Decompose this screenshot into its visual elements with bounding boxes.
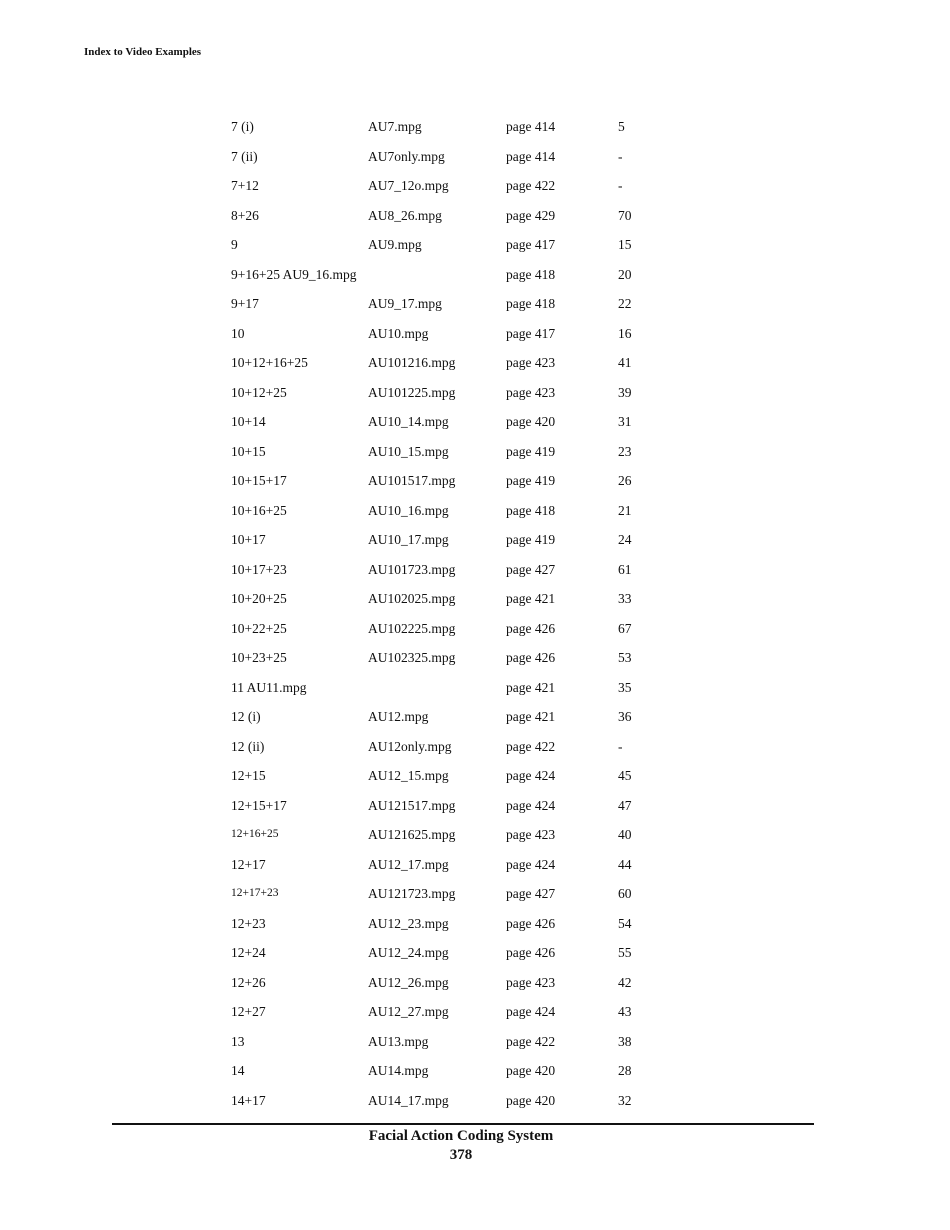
table-row <box>231 614 651 644</box>
example-number-cell: 15 <box>618 237 632 252</box>
example-number-cell: - <box>618 148 623 164</box>
example-number-cell: 67 <box>618 620 632 636</box>
action-unit-cell: 10+17+23 <box>231 561 287 577</box>
example-number-cell: - <box>618 738 623 754</box>
example-number-cell: 20 <box>618 266 632 282</box>
page-ref-cell: page 423 <box>506 974 556 990</box>
file-name-cell: AU12_15.mpg <box>368 768 449 783</box>
file-name-cell: AU102025.mpg <box>368 591 456 606</box>
file-name-cell: AU12.mpg <box>368 709 429 724</box>
page-ref-cell: page 419 <box>506 532 556 547</box>
table-row <box>231 1027 651 1057</box>
table-row <box>231 142 651 172</box>
page-ref-cell: page 418 <box>506 502 556 518</box>
example-number-cell: 43 <box>618 1004 632 1019</box>
table-row <box>231 407 651 437</box>
page-ref-cell: page 418 <box>506 266 556 282</box>
example-number-cell: 28 <box>618 1063 632 1078</box>
action-unit-cell: 10 <box>231 325 245 341</box>
file-name-cell: AU101517.mpg <box>368 473 456 488</box>
action-unit-cell: 12+17 <box>231 856 266 872</box>
page-ref-cell: page 417 <box>506 237 556 252</box>
table-row <box>231 791 651 821</box>
example-number-cell: 70 <box>618 207 632 223</box>
example-number-cell: - <box>618 178 623 193</box>
example-number-cell: 54 <box>618 915 632 931</box>
page-ref-cell: page 420 <box>506 1063 556 1078</box>
action-unit-cell: 7 (i) <box>231 119 254 134</box>
table-row <box>231 260 651 290</box>
file-name-cell: AU101225.mpg <box>368 384 456 400</box>
page-ref-cell: page 419 <box>506 443 556 459</box>
file-name-cell: AU12only.mpg <box>368 738 452 754</box>
example-number-cell: 23 <box>618 443 632 459</box>
action-unit-cell: 7 (ii) <box>231 148 258 164</box>
page-ref-cell: page 421 <box>506 709 556 724</box>
file-name-cell: AU102325.mpg <box>368 650 456 665</box>
action-unit-cell: 10+20+25 <box>231 591 287 606</box>
page-ref-cell: page 427 <box>506 561 556 577</box>
example-number-cell: 33 <box>618 591 632 606</box>
file-name-cell: AU13.mpg <box>368 1033 429 1049</box>
file-name-cell: AU121625.mpg <box>368 827 456 842</box>
file-name-cell: AU14.mpg <box>368 1063 429 1078</box>
page-ref-cell: page 426 <box>506 915 556 931</box>
file-name-cell: AU101216.mpg <box>368 355 456 370</box>
action-unit-cell: 13 <box>231 1033 245 1049</box>
footer-title: Facial Action Coding System <box>368 1128 554 1144</box>
example-number-cell: 21 <box>618 502 632 518</box>
action-unit-cell: 12+23 <box>231 915 266 931</box>
table-row <box>231 378 651 408</box>
file-name-cell: AU10_15.mpg <box>368 443 449 459</box>
page-ref-cell: page 420 <box>506 414 556 429</box>
file-name-cell: AU7only.mpg <box>368 148 445 164</box>
table-row <box>231 1086 651 1116</box>
page-ref-cell: page 421 <box>506 679 556 695</box>
table-row <box>231 732 651 762</box>
action-unit-cell: 12+15 <box>231 768 266 783</box>
table-row <box>231 525 651 555</box>
action-unit-cell: 8+26 <box>231 207 259 223</box>
example-number-cell: 26 <box>618 473 632 488</box>
page-ref-cell: page 414 <box>506 119 556 134</box>
table-row <box>231 230 651 260</box>
action-unit-cell: 10+17 <box>231 532 266 547</box>
example-number-cell: 42 <box>618 974 632 990</box>
file-name-cell: AU12_27.mpg <box>368 1004 449 1019</box>
file-name-cell: AU102225.mpg <box>368 620 456 636</box>
action-unit-cell: 7+12 <box>231 178 259 193</box>
file-name-cell: AU121723.mpg <box>368 886 456 901</box>
page-number: 378 <box>449 1147 473 1163</box>
file-name-cell: AU14_17.mpg <box>368 1092 449 1108</box>
running-header: Index to Video Examples <box>84 46 202 58</box>
page-ref-cell: page 419 <box>506 473 556 488</box>
example-number-cell: 61 <box>618 561 632 577</box>
table-row <box>231 584 651 614</box>
page-ref-cell: page 422 <box>506 178 556 193</box>
table-row <box>231 997 651 1027</box>
table-row <box>231 673 651 703</box>
example-number-cell: 47 <box>618 797 632 813</box>
page-ref-cell: page 420 <box>506 1092 556 1108</box>
action-unit-cell: 10+14 <box>231 414 266 429</box>
table-row <box>231 201 651 231</box>
action-unit-cell: 10+23+25 <box>231 650 287 665</box>
file-name-cell: AU10_17.mpg <box>368 532 449 547</box>
file-name-cell: AU8_26.mpg <box>368 207 442 223</box>
table-row <box>231 938 651 968</box>
page-ref-cell: page 421 <box>506 591 556 606</box>
table-row <box>231 289 651 319</box>
example-number-cell: 41 <box>618 355 632 370</box>
page-ref-cell: page 422 <box>506 738 556 754</box>
page-ref-cell: page 424 <box>506 1004 556 1019</box>
table-row <box>231 850 651 880</box>
action-unit-cell: 10+12+25 <box>231 384 287 400</box>
example-number-cell: 53 <box>618 650 632 665</box>
page-ref-cell: page 424 <box>506 856 556 872</box>
action-unit-cell: 12+24 <box>231 945 266 960</box>
table-row <box>231 319 651 349</box>
action-unit-cell: 9 <box>231 237 238 252</box>
action-unit-cell: 12+17+23 <box>231 887 279 899</box>
footer-divider <box>112 1123 814 1125</box>
action-unit-cell: 9+16+25 AU9_16.mpg <box>231 266 357 282</box>
file-name-cell: AU7_12o.mpg <box>368 178 449 193</box>
file-name-cell: AU10.mpg <box>368 325 429 341</box>
table-row <box>231 466 651 496</box>
table-row <box>231 1056 651 1086</box>
table-row <box>231 348 651 378</box>
action-unit-cell: 14+17 <box>231 1092 266 1108</box>
file-name-cell: AU9_17.mpg <box>368 296 442 311</box>
example-number-cell: 35 <box>618 679 632 695</box>
page-ref-cell: page 426 <box>506 650 556 665</box>
page-ref-cell: page 426 <box>506 620 556 636</box>
example-number-cell: 16 <box>618 325 632 341</box>
example-number-cell: 44 <box>618 856 632 872</box>
action-unit-cell: 10+15 <box>231 443 266 459</box>
example-number-cell: 45 <box>618 768 632 783</box>
file-name-cell: AU12_23.mpg <box>368 915 449 931</box>
action-unit-cell: 12+27 <box>231 1004 266 1019</box>
example-number-cell: 32 <box>618 1092 632 1108</box>
page-ref-cell: page 424 <box>506 797 556 813</box>
action-unit-cell: 11 AU11.mpg <box>231 679 307 695</box>
action-unit-cell: 9+17 <box>231 296 259 311</box>
example-number-cell: 60 <box>618 886 632 901</box>
example-number-cell: 55 <box>618 945 632 960</box>
example-number-cell: 31 <box>618 414 632 429</box>
action-unit-cell: 12 (i) <box>231 709 261 724</box>
page-ref-cell: page 422 <box>506 1033 556 1049</box>
table-row <box>231 171 651 201</box>
example-number-cell: 38 <box>618 1033 632 1049</box>
file-name-cell: AU12_17.mpg <box>368 856 449 872</box>
action-unit-cell: 10+12+16+25 <box>231 355 308 370</box>
action-unit-cell: 12+15+17 <box>231 797 287 813</box>
table-row <box>231 496 651 526</box>
table-row <box>231 643 651 673</box>
example-number-cell: 39 <box>618 384 632 400</box>
file-name-cell: AU7.mpg <box>368 119 422 134</box>
table-row <box>231 702 651 732</box>
page-ref-cell: page 427 <box>506 886 556 901</box>
page-ref-cell: page 417 <box>506 325 556 341</box>
file-name-cell: AU121517.mpg <box>368 797 456 813</box>
page-ref-cell: page 423 <box>506 355 556 370</box>
video-index-table <box>231 112 651 1115</box>
page-ref-cell: page 423 <box>506 827 556 842</box>
example-number-cell: 40 <box>618 827 632 842</box>
file-name-cell: AU101723.mpg <box>368 561 456 577</box>
example-number-cell: 24 <box>618 532 632 547</box>
action-unit-cell: 14 <box>231 1063 245 1078</box>
table-row <box>231 968 651 998</box>
example-number-cell: 5 <box>618 119 625 134</box>
table-row <box>231 820 651 850</box>
action-unit-cell: 12+26 <box>231 974 266 990</box>
action-unit-cell: 10+16+25 <box>231 502 287 518</box>
action-unit-cell: 10+22+25 <box>231 620 287 636</box>
file-name-cell: AU10_14.mpg <box>368 414 449 429</box>
table-row <box>231 555 651 585</box>
file-name-cell: AU12_26.mpg <box>368 974 449 990</box>
action-unit-cell: 10+15+17 <box>231 473 287 488</box>
page-ref-cell: page 424 <box>506 768 556 783</box>
table-row <box>231 909 651 939</box>
file-name-cell: AU12_24.mpg <box>368 945 449 960</box>
table-row <box>231 879 651 909</box>
table-row <box>231 437 651 467</box>
table-row <box>231 112 651 142</box>
file-name-cell: AU10_16.mpg <box>368 502 449 518</box>
action-unit-cell: 12 (ii) <box>231 738 265 754</box>
table-row <box>231 761 651 791</box>
action-unit-cell: 12+16+25 <box>231 828 279 840</box>
page-ref-cell: page 423 <box>506 384 556 400</box>
page-ref-cell: page 426 <box>506 945 556 960</box>
example-number-cell: 22 <box>618 296 632 311</box>
example-number-cell: 36 <box>618 709 632 724</box>
page-ref-cell: page 414 <box>506 148 556 164</box>
page-ref-cell: page 418 <box>506 296 556 311</box>
file-name-cell: AU9.mpg <box>368 237 422 252</box>
page-ref-cell: page 429 <box>506 207 556 223</box>
